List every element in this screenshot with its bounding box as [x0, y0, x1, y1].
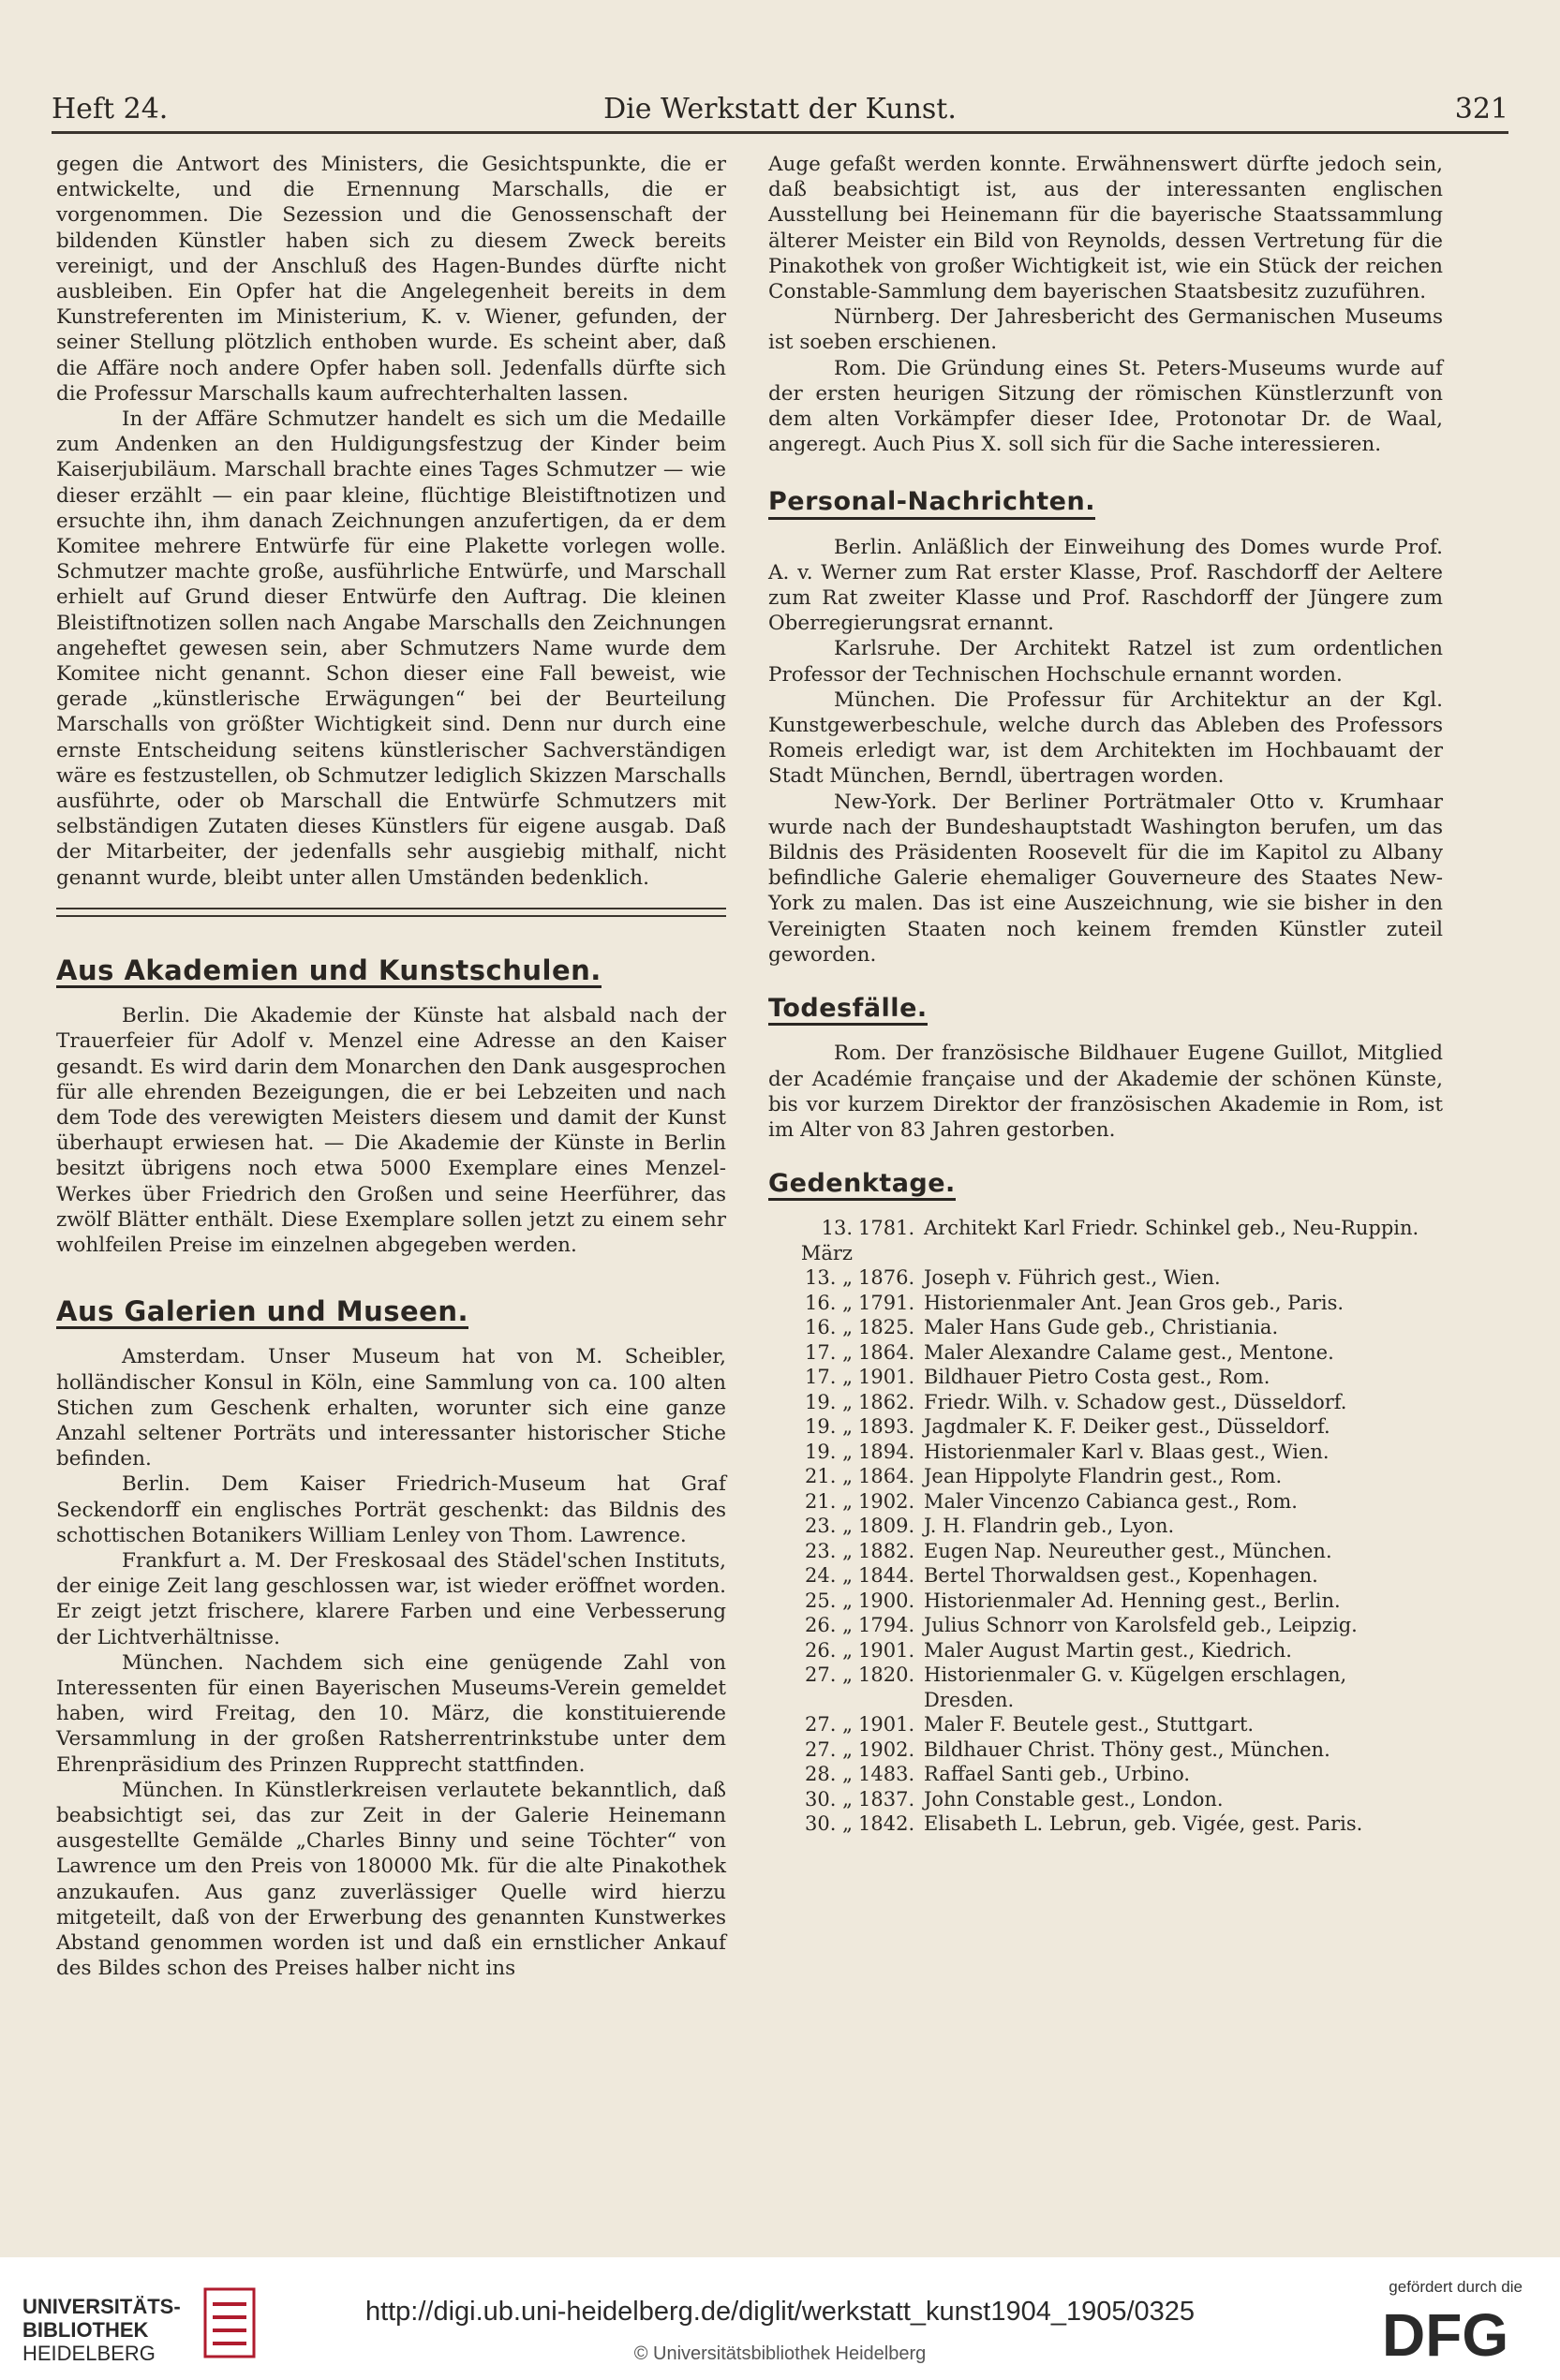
left-column — [56, 152, 726, 1981]
anniversary-entry: Elisabeth L. Lebrun, geb. Vigée, gest. Paris. — [924, 1812, 1363, 1836]
copyright-notice: © Universitätsbibliothek Heidelberg — [633, 2343, 927, 2364]
news-item: Berlin. Anläßlich der Einweihung des Domes wurde Prof. A. v. Werner zum Rat erster Klasse, Prof. Raschdorff der Aeltere zum Rat zweiter Klasse und Prof. Raschdorff der Jüngere zum Oberregierungsrat ernannt. — [768, 535, 1443, 636]
anniversary-row — [768, 1539, 1443, 1564]
anniversary-day: 27. „ — [805, 1737, 853, 1761]
anniversary-entry: Maler Alexandre Calame gest., Mentone. — [924, 1340, 1334, 1364]
anniversary-year: 1791. — [858, 1291, 915, 1314]
anniversary-year: 1893. — [858, 1415, 915, 1439]
anniversary-year: 1902. — [858, 1737, 915, 1761]
anniversary-year: 1882. — [858, 1539, 915, 1562]
anniversary-row — [768, 1762, 1443, 1787]
anniversary-day: 23. „ — [805, 1539, 853, 1562]
anniversary-entry: Jean Hippolyte Flandrin gest., Rom. — [924, 1465, 1283, 1488]
anniversary-day: 19. „ — [805, 1415, 853, 1439]
anniversary-row — [768, 1712, 1443, 1737]
anniversary-year: 1825. — [858, 1316, 915, 1339]
news-item: München. Nachdem sich eine genügende Zahl von Interessenten für einen Bayerischen Museums-Verein gemeldet haben, wird Freitag, den 10. März, die konstituierende Versammlung in der großen Ratsherrentrinkstube unter dem Ehrenpräsidium des Prinzen Rupprecht stattfinden. — [56, 1650, 726, 1777]
anniversary-day: 28. „ — [805, 1763, 853, 1786]
anniversary-year: 1820. — [858, 1663, 915, 1687]
anniversary-entry: John Constable gest., London. — [924, 1787, 1224, 1811]
anniversary-day: 19. „ — [805, 1390, 853, 1413]
anniversary-row — [768, 1365, 1443, 1390]
section-heading-akademien: Aus Akademien und Kunstschulen. — [56, 958, 602, 988]
anniversary-day: 21. „ — [805, 1465, 853, 1488]
news-item: Berlin. Die Akademie der Künste hat alsbald nach der Trauerfeier für Adolf v. Menzel eine Adresse an den Kaiser gesandt. Es wird darin dem Monarchen den Dank ausgesprochen für alle ehrenden Bezeigungen, die er bei Lebzeiten und nach dem Tode des verewigten Meisters diesem und damit der Kunst überhaupt erwiesen hat. — Die Akademie der Künste in Berlin besitzt übrigens noch etwa 5000 Exemplare eines Menzel-Werkes über Friedrich den Großen und seine Heerführer, das zwölf Blätter enthält. Diese Exemplare sollen jetzt zu einem sehr wohlfeilen Preise im einzelnen abgegeben werden. — [56, 1004, 726, 1257]
anniversary-year: 1894. — [858, 1440, 915, 1463]
anniversary-entry: Raffael Santi geb., Urbino. — [924, 1763, 1191, 1786]
anniversary-entry: Maler F. Beutele gest., Stuttgart. — [924, 1713, 1255, 1737]
anniversary-year: 1902. — [858, 1489, 915, 1513]
anniversary-row — [768, 1291, 1443, 1316]
anniversary-entry: Bildhauer Christ. Thöny gest., München. — [924, 1737, 1330, 1761]
anniversary-day: 13. März — [800, 1217, 853, 1264]
anniversary-entry: Bertel Thorwaldsen gest., Kopenhagen. — [924, 1564, 1318, 1588]
anniversary-entry: J. H. Flandrin geb., Lyon. — [924, 1515, 1175, 1538]
anniversary-row — [768, 1563, 1443, 1589]
anniversary-year: 1809. — [858, 1515, 915, 1538]
section-heading-gedenktage: Gedenktage. — [768, 1171, 956, 1201]
anniversary-entry: Architekt Karl Friedr. Schinkel geb., Neu-Ruppin. — [924, 1217, 1419, 1240]
anniversary-row — [768, 1737, 1443, 1763]
anniversary-row — [768, 1663, 1443, 1712]
anniversary-day: 13. „ — [805, 1266, 853, 1290]
article-paragraph: Auge gefaßt werden konnte. Erwähnenswert dürfte jedoch sein, daß beabsichtigt ist, aus der interessanten englischen Ausstellung bei Heinemann für die bayerische Staatssammlung älterer Meister ein Bild von Reynolds, dessen Vertretung für die Pinakothek von großer Wichtigkeit ist, wie ein Stück der reichen Constable-Sammlung dem bayerischen Staatsbesitz zuzuführen. — [768, 153, 1443, 304]
news-item: Berlin. Dem Kaiser Friedrich-Museum hat Graf Seckendorff ein englisches Porträt geschenkt: das Bildnis des schottischen Botanikers William Lenley von Thom. Lawrence. — [56, 1472, 726, 1547]
anniversary-entry: Bildhauer Pietro Costa gest., Rom. — [924, 1366, 1270, 1389]
anniversary-row — [768, 1589, 1443, 1614]
anniversary-day: 17. „ — [805, 1340, 853, 1364]
news-item: München. In Künstlerkreisen verlautete bekanntlich, daß beabsichtigt sei, das zur Zeit in der Galerie Heinemann ausgestellte Gemälde „Charles Binny und seine Töchter“ von Lawrence um den Preis von 180000 Mk. für die alte Pinakothek anzukaufen. Aus ganz zuverlässiger Quelle wird hierzu mitgeteilt, daß von der Erwerbung des genannten Kunstwerkes Abstand genommen worden ist und daß ein ernstlicher Ankauf des Bildes schon des Preises halber nicht ins — [56, 1778, 726, 1981]
anniversary-year: 1837. — [858, 1787, 915, 1811]
anniversary-entry: Historienmaler Ant. Jean Gros geb., Paris. — [924, 1291, 1345, 1314]
anniversary-year: 1901. — [858, 1638, 915, 1662]
anniversary-row — [768, 1811, 1443, 1837]
permalink-url[interactable]: http://digi.ub.uni-heidelberg.de/diglit/werkstatt_kunst1904_1905/0325 — [364, 2297, 1196, 2327]
anniversary-day: 19. „ — [805, 1440, 853, 1463]
dfg-logo-text: DFG — [1382, 2304, 1509, 2362]
digitization-footer — [0, 2257, 1560, 2380]
anniversary-entry: Maler August Martin gest., Kiedrich. — [924, 1638, 1292, 1662]
anniversary-row — [768, 1315, 1443, 1340]
anniversary-day: 25. „ — [805, 1589, 853, 1612]
anniversary-entry: Jagdmaler K. F. Deiker gest., Düsseldorf. — [924, 1415, 1330, 1439]
anniversary-year: 1844. — [858, 1564, 915, 1588]
anniversary-day: 16. „ — [805, 1316, 853, 1339]
anniversary-day: 30. „ — [805, 1787, 853, 1811]
anniversary-entry: Historienmaler Karl v. Blaas gest., Wien. — [924, 1440, 1330, 1463]
anniversary-row — [768, 1440, 1443, 1465]
library-name-line: UNIVERSITÄTS- — [22, 2295, 181, 2318]
anniversary-row — [768, 1414, 1443, 1440]
article-paragraph: gegen die Antwort des Ministers, die Gesichtspunkte, die er entwickelte, und die Ernennung Marschalls, die er vorgenommen. Die Sezession und die Genossenschaft der bildenden Künstler haben sich zu diesem Zweck bereits vereinigt, und der Anschluß des Hagen-Bundes dürfte nicht ausbleiben. Ein Opfer hat die Angelegenheit bereits in dem Kunstreferenten im Ministerium, K. v. Wiener, gefunden, der seiner Stellung plötzlich enthoben wurde. Es scheint aber, daß die Affäre noch andere Opfer haben soll. Jedenfalls dürfte sich die Professur Marschalls kaum aufrechterhalten lassen. — [56, 153, 726, 406]
news-item: Nürnberg. Der Jahresbericht des Germanischen Museums ist soeben erschienen. — [768, 305, 1443, 355]
anniversary-entry: Joseph v. Führich gest., Wien. — [924, 1266, 1221, 1290]
anniversary-year: 1862. — [858, 1390, 915, 1413]
news-item: Frankfurt a. M. Der Freskosaal des Städel'schen Instituts, der einige Zeit lang geschlossen war, ist wieder eröffnet worden. Er zeigt jetzt frischere, klarere Farben und eine Verbesserung der Lichtverhältnisse. — [56, 1548, 726, 1649]
anniversary-year: 1483. — [858, 1763, 915, 1786]
anniversary-day: 27. „ — [805, 1713, 853, 1737]
anniversary-day: 27. „ — [805, 1663, 853, 1687]
anniversary-year: 1900. — [858, 1589, 915, 1612]
section-heading-galerien: Aus Galerien und Museen. — [56, 1299, 468, 1329]
anniversary-entry: Friedr. Wilh. v. Schadow gest., Düsseldorf. — [924, 1390, 1347, 1413]
anniversary-entry: Julius Schnorr von Karolsfeld geb., Leipzig. — [924, 1614, 1358, 1637]
page-number: 321 — [1454, 93, 1508, 126]
anniversary-day: 26. „ — [805, 1614, 853, 1637]
anniversary-year: 1781. — [858, 1217, 915, 1240]
anniversary-year: 1864. — [858, 1465, 915, 1488]
anniversary-day: 16. „ — [805, 1291, 853, 1314]
anniversary-year: 1876. — [858, 1266, 915, 1290]
anniversary-row — [768, 1489, 1443, 1515]
news-item: Rom. Der französische Bildhauer Eugene Guillot, Mitglied der Académie française und der Akademie der schönen Künste, bis vor kurzem Direktor der französischen Akademie in Rom, ist im Alter von 83 Jahren gestorben. — [768, 1042, 1443, 1142]
news-item: New-York. Der Berliner Porträtmaler Otto v. Krumhaar wurde nach der Bundeshauptstadt Washington berufen, um das Bildnis des Präsidenten Roosevelt für die im Kapitol zu Albany befindliche Galerie ehemaliger Gouverneure des Staates New-York zu malen. Das ist eine Auszeichnung, wie sie bisher in den Vereinigten Staaten noch keinem fremden Künstler zuteil geworden. — [768, 790, 1443, 967]
anniversary-year: 1901. — [858, 1713, 915, 1737]
anniversary-row — [768, 1613, 1443, 1638]
anniversary-row — [768, 1216, 1443, 1265]
anniversary-day: 23. „ — [805, 1515, 853, 1538]
anniversary-year: 1842. — [858, 1812, 915, 1836]
section-heading-todesfaelle: Todesfälle. — [768, 996, 928, 1026]
news-item: Amsterdam. Unser Museum hat von M. Scheibler, holländischer Konsul in Köln, eine Sammlung von ca. 100 alten Stichen zum Geschenk erhalten, worunter sich eine ganze Anzahl seltener Porträts und interessanter historischer Stiche befinden. — [56, 1345, 726, 1471]
section-heading-personal: Personal-Nachrichten. — [768, 489, 1095, 519]
news-item: München. Die Professur für Architektur an der Kgl. Kunstgewerbeschule, welche durch das Ableben des Professors Romeis erledigt war, ist dem Architekten im Hochbauamt der Stadt München, Berndl, übertragen worden. — [768, 687, 1443, 789]
library-name-line: BIBLIOTHEK — [22, 2318, 149, 2342]
library-name-line: HEIDELBERG — [22, 2342, 156, 2365]
right-column — [768, 152, 1443, 1837]
news-item: Karlsruhe. Der Architekt Ratzel ist zum ordentlichen Professor der Technischen Hochschule ernannt worden. — [768, 637, 1443, 687]
anniversary-row — [768, 1787, 1443, 1812]
running-head — [52, 84, 1508, 134]
anniversary-day: 17. „ — [805, 1366, 853, 1389]
issue-number: Heft 24. — [52, 93, 169, 126]
anniversary-row — [768, 1265, 1443, 1291]
anniversary-day: 24. „ — [805, 1564, 853, 1588]
anniversary-entry: Maler Hans Gude geb., Christiania. — [924, 1316, 1279, 1339]
anniversary-row — [768, 1340, 1443, 1366]
anniversary-day: 21. „ — [805, 1489, 853, 1513]
funding-label: gefördert durch die — [1389, 2278, 1523, 2296]
anniversary-table — [768, 1216, 1443, 1837]
dfg-logo-icon[interactable] — [1382, 2304, 1523, 2362]
anniversary-day: 30. „ — [805, 1812, 853, 1836]
section-divider — [56, 908, 726, 917]
anniversary-row — [768, 1390, 1443, 1415]
anniversary-row — [768, 1464, 1443, 1489]
anniversary-day: 26. „ — [805, 1638, 853, 1662]
anniversary-entry: Historienmaler Ad. Henning gest., Berlin. — [924, 1589, 1341, 1612]
anniversary-year: 1864. — [858, 1340, 915, 1364]
anniversary-row — [768, 1514, 1443, 1539]
anniversary-row — [768, 1638, 1443, 1663]
anniversary-year: 1901. — [858, 1366, 915, 1389]
article-paragraph: In der Affäre Schmutzer handelt es sich um die Medaille zum Andenken an den Huldigungsfestzug der Kinder beim Kaiserjubiläum. Marschall brachte eines Tages Schmutzer — wie dieser erzählt — ein paar kleine, flüchtige Bleistiftnotizen und ersuchte ihn, ihm danach Zeichnungen anzufertigen, da er dem Komitee mehrere Entwürfe für eine Plakette vorlegen wolle. Schmutzer machte große, ausführliche Entwürfe, und Marschall erhielt auf Grund dieser Entwürfe den Auftrag. Die kleinen Bleistiftnotizen sollen nach Angabe Marschalls den Zeichnungen angeheftet gewesen sein, aber Schmutzers Name wurde dem Komitee nicht genannt. Schon dieser eine Fall beweist, wie gerade „künstlerische Erwägungen“ bei der Beurteilung Marschalls von größter Wichtigkeit sind. Denn nur durch eine ernste Entscheidung seitens künstlerischer Sachverständigen wäre es festzustellen, ob Schmutzer lediglich Skizzen Marschalls ausführte, oder ob Marschall die Entwürfe Schmutzers mit selbständigen Zutaten dieses Künstlers für eigene ausgab. Daß der Mitarbeiter, der jedenfalls sehr ausgiebig mithalf, nicht genannt wurde, bleibt unter allen Umständen bedenklich. — [56, 407, 726, 890]
anniversary-entry: Maler Vincenzo Cabianca gest., Rom. — [924, 1489, 1298, 1513]
news-item: Rom. Die Gründung eines St. Peters-Museums wurde auf der ersten heurigen Sitzung der römischen Künstlerzunft von dem alten Vorkämpfer dieser Idee, Protonotar Dr. de Waal, angeregt. Auch Pius X. soll sich für die Sache interessieren. — [768, 356, 1443, 457]
anniversary-entry: Historienmaler G. v. Kügelgen erschlagen, Dresden. — [924, 1663, 1347, 1711]
journal-title: Die Werkstatt der Kunst. — [603, 93, 957, 126]
anniversary-year: 1794. — [858, 1614, 915, 1637]
anniversary-entry: Eugen Nap. Neureuther gest., München. — [924, 1539, 1332, 1562]
